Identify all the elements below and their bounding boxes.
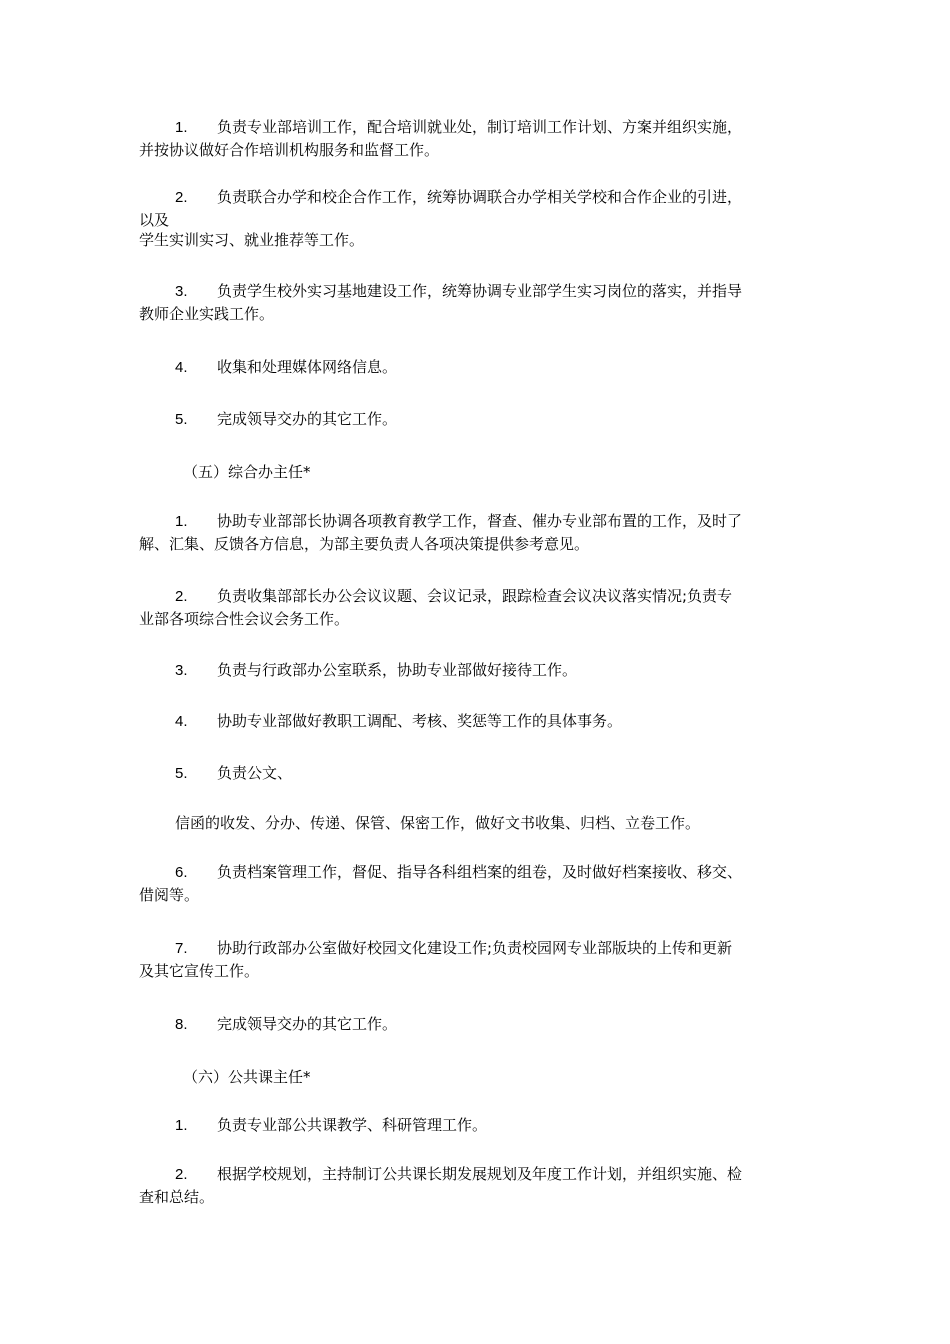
paragraph-9 (139, 710, 819, 733)
section-heading: （五）综合办主任* (183, 463, 311, 481)
paragraph-text: 学生实训实习、就业推荐等工作。 (139, 231, 365, 249)
paragraph-text: 负责学生校外实习基地建设工作，统筹协调专业部学生实习岗位的落实，并指导 (217, 282, 743, 300)
item-number: 4. (175, 713, 188, 730)
item-number: 5. (175, 411, 188, 428)
paragraph-4 (139, 356, 819, 379)
paragraph-text: 并按协议做好合作培训机构服务和监督工作。 (139, 141, 440, 159)
paragraph-text: 负责专业部公共课教学、科研管理工作。 (217, 1116, 488, 1134)
paragraph-2 (139, 186, 819, 252)
item-number: 1. (175, 119, 188, 136)
paragraph-text: 查和总结。 (139, 1188, 215, 1206)
paragraph-15 (139, 1163, 819, 1209)
item-number: 1. (175, 1117, 188, 1134)
item-number: 1. (175, 513, 188, 530)
paragraph-text: 以及 (139, 211, 170, 229)
item-number: 3. (175, 283, 188, 300)
paragraph-text: 信函的收发、分办、传递、保管、保密工作，做好文书收集、归档、立卷工作。 (175, 814, 701, 832)
item-number: 3. (175, 662, 188, 679)
paragraph-text: 协助行政部办公室做好校园文化建设工作;负责校园网专业部版块的上传和更新 (217, 939, 733, 957)
paragraph-7 (139, 585, 819, 631)
paragraph-text: 负责专业部培训工作，配合培训就业处，制订培训工作计划、方案并组织实施， (217, 118, 743, 136)
paragraph-text: 完成领导交办的其它工作。 (217, 1015, 398, 1033)
paragraph-5 (139, 408, 819, 431)
paragraph-text: 借阅等。 (139, 886, 200, 904)
item-number: 5. (175, 765, 188, 782)
paragraph-text: 负责联合办学和校企合作工作，统筹协调联合办学相关学校和合作企业的引进， (217, 188, 743, 206)
paragraph-11 (139, 861, 819, 907)
item-number: 7. (175, 940, 188, 957)
item-number: 6. (175, 864, 188, 881)
paragraph-14 (139, 1114, 819, 1137)
item-number: 2. (175, 1166, 188, 1183)
paragraph-text: 教师企业实践工作。 (139, 305, 275, 323)
paragraph-text: 解、汇集、反馈各方信息，为部主要负责人各项决策提供参考意见。 (139, 535, 590, 553)
paragraph-text: 负责公文、 (217, 764, 293, 782)
paragraph-8 (139, 659, 819, 682)
paragraph-text: 协助专业部部长协调各项教育教学工作，督查、催办专业部布置的工作，及时了 (217, 512, 743, 530)
item-number: 2. (175, 588, 188, 605)
paragraph-10 (139, 762, 819, 785)
paragraph-text: 负责档案管理工作，督促、指导各科组档案的组卷，及时做好档案接收、移交、 (217, 863, 743, 881)
paragraph-3 (139, 280, 819, 326)
paragraph-text: 完成领导交办的其它工作。 (217, 410, 398, 428)
paragraph-text: 根据学校规划，主持制订公共课长期发展规划及年度工作计划，并组织实施、检 (217, 1165, 743, 1183)
section-heading-5 (139, 461, 819, 484)
section-heading-6 (139, 1066, 819, 1089)
paragraph-text: 业部各项综合性会议会务工作。 (139, 610, 350, 628)
paragraph-10-continued (139, 812, 819, 835)
paragraph-1 (139, 116, 819, 162)
item-number: 2. (175, 189, 188, 206)
section-heading: （六）公共课主任* (183, 1068, 311, 1086)
item-number: 8. (175, 1016, 188, 1033)
item-number: 4. (175, 359, 188, 376)
paragraph-6 (139, 510, 819, 556)
paragraph-text: 负责收集部部长办公会议议题、会议记录，跟踪检查会议决议落实情况;负责专 (217, 587, 733, 605)
paragraph-12 (139, 937, 819, 983)
paragraph-text: 协助专业部做好教职工调配、考核、奖惩等工作的具体事务。 (217, 712, 623, 730)
paragraph-text: 收集和处理媒体网络信息。 (217, 358, 398, 376)
paragraph-text: 及其它宣传工作。 (139, 962, 260, 980)
paragraph-text: 负责与行政部办公室联系，协助专业部做好接待工作。 (217, 661, 578, 679)
paragraph-13 (139, 1013, 819, 1036)
